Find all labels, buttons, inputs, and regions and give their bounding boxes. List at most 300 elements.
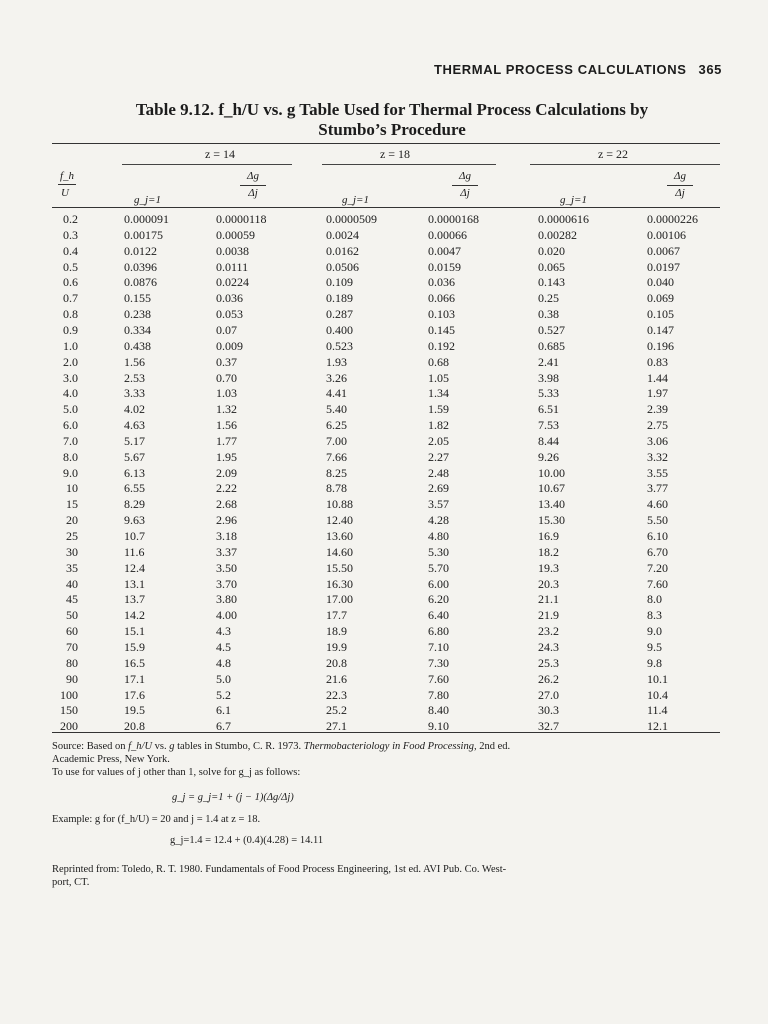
table-cell: 10.4: [647, 687, 668, 702]
table-cell: 5.30: [428, 544, 449, 559]
table-cell: 11.4: [647, 703, 668, 718]
col-dg-num-z18: Δg: [459, 170, 471, 182]
row-fhu-value: 2.0: [63, 354, 78, 369]
col-fh-denominator: U: [61, 187, 69, 199]
table-cell: 19.3: [538, 560, 559, 575]
table-cell: 8.3: [647, 608, 662, 623]
table-cell: 9.10: [428, 719, 449, 734]
table-title-line2: Stumbo’s Procedure: [318, 120, 466, 139]
table-cell: 10.88: [326, 497, 353, 512]
table-cell: 3.06: [647, 433, 668, 448]
table-cell: 14.60: [326, 544, 353, 559]
table-cell: 0.189: [326, 291, 353, 306]
table-cell: 4.8: [216, 655, 231, 670]
col-dg-num-z14: Δg: [247, 170, 259, 182]
table-cell: 27.1: [326, 719, 347, 734]
table-cell: 1.97: [647, 386, 668, 401]
table-cell: 0.0506: [326, 259, 359, 274]
table-cell: 6.1: [216, 703, 231, 718]
table-cell: 0.147: [647, 322, 674, 337]
table-cell: 0.0000168: [428, 212, 479, 226]
table-cell: 8.44: [538, 433, 559, 448]
table-cell: 6.55: [124, 481, 145, 496]
table-top-rule: [52, 143, 720, 144]
table-cell: 4.60: [647, 497, 668, 512]
table-cell: 9.0: [647, 624, 662, 639]
table-cell: 3.55: [647, 465, 668, 480]
table-cell: 0.0159: [428, 259, 461, 274]
table-cell: 5.0: [216, 671, 231, 686]
row-fhu-value: 10: [66, 481, 78, 496]
table-cell: 9.8: [647, 655, 662, 670]
table-cell: 0.0197: [647, 259, 680, 274]
table-cell: 0.438: [124, 338, 151, 353]
table-cell: 10.7: [124, 529, 145, 543]
table-cell: 3.32: [647, 449, 668, 464]
table-cell: 4.00: [216, 608, 237, 623]
table-cell: 7.20: [647, 560, 668, 575]
table-cell: 13.7: [124, 592, 145, 607]
table-cell: 0.103: [428, 307, 455, 322]
table-cell: 9.5: [647, 639, 662, 654]
table-cell: 21.9: [538, 608, 559, 623]
table-cell: 0.685: [538, 338, 565, 353]
table-cell: 6.40: [428, 608, 449, 623]
col-dg-num-z22: Δg: [674, 170, 686, 182]
table-cell: 0.238: [124, 307, 151, 322]
table-cell: 6.7: [216, 719, 231, 734]
row-fhu-value: 0.5: [63, 259, 78, 274]
table-cell: 1.56: [124, 354, 145, 369]
table-cell: 0.0000118: [216, 212, 267, 226]
table-cell: 1.56: [216, 418, 237, 433]
group-rule-z18: [322, 164, 496, 165]
table-cell: 0.00175: [124, 227, 163, 242]
source-note: [52, 740, 724, 779]
row-fhu-value: 7.0: [63, 433, 78, 448]
row-fhu-value: 0.8: [63, 307, 78, 322]
source-edition: 2nd ed.: [479, 741, 511, 752]
table-row: [0, 244, 768, 259]
table-cell: 5.70: [428, 560, 449, 575]
table-cell: 0.0111: [216, 259, 249, 274]
table-cell: 0.287: [326, 307, 353, 322]
table-cell: 9.26: [538, 449, 559, 464]
col-dg-bar-z22: [667, 185, 693, 186]
table-cell: 2.96: [216, 513, 237, 528]
table-cell: 8.25: [326, 465, 347, 480]
row-fhu-value: 150: [60, 703, 78, 718]
table-cell: 4.02: [124, 402, 145, 417]
table-cell: 3.57: [428, 497, 449, 512]
table-cell: 3.33: [124, 386, 145, 401]
group-rule-z14: [122, 164, 292, 165]
reprint-line1: Reprinted from: Toledo, R. T. 1980. Fundamentals of Food Process Engineering, 1st ed. AVI Pub. Co. West-: [52, 864, 507, 875]
table-cell: 0.334: [124, 322, 151, 337]
table-cell: 25.3: [538, 655, 559, 670]
table-cell: 0.040: [647, 275, 674, 290]
table-cell: 13.1: [124, 576, 145, 591]
table-cell: 0.0000616: [538, 212, 589, 226]
table-cell: 3.70: [216, 576, 237, 591]
table-cell: 15.50: [326, 560, 353, 575]
row-fhu-value: 20: [66, 513, 78, 528]
table-cell: 16.5: [124, 655, 145, 670]
example-line: Example: g for (f_h/U) = 20 and j = 1.4 at z = 18.: [52, 814, 261, 825]
table-cell: 6.20: [428, 592, 449, 607]
table-cell: 0.0224: [216, 275, 249, 290]
table-cell: 0.069: [647, 291, 674, 306]
table-cell: 2.75: [647, 418, 668, 433]
table-row: [0, 688, 768, 703]
row-fhu-value: 0.4: [63, 243, 78, 258]
table-cell: 0.0067: [647, 243, 680, 258]
table-cell: 7.30: [428, 655, 449, 670]
row-fhu-value: 1.0: [63, 338, 78, 353]
example-calculation: g_j=1.4 = 12.4 + (0.4)(4.28) = 14.11: [170, 835, 324, 846]
table-row: [0, 545, 768, 560]
table-cell: 1.82: [428, 418, 449, 433]
table-cell: 10.67: [538, 481, 565, 496]
group-rule-z22: [530, 164, 720, 165]
row-fhu-value: 15: [66, 497, 78, 512]
table-cell: 3.18: [216, 529, 237, 543]
table-cell: 6.70: [647, 544, 668, 559]
source-publisher: Academic Press, New York.: [52, 754, 170, 765]
table-row: [0, 339, 768, 354]
table-cell: 18.2: [538, 544, 559, 559]
table-row: [0, 640, 768, 655]
usage-instruction: To use for values of j other than 1, solve for g_j as follows:: [52, 767, 301, 778]
table-header-rule: [52, 207, 720, 208]
col-fh-numerator: f_h: [60, 170, 75, 182]
table-cell: 0.065: [538, 259, 565, 274]
table-cell: 19.5: [124, 703, 145, 718]
table-row: [0, 355, 768, 370]
table-cell: 12.4: [124, 560, 145, 575]
table-row: [0, 418, 768, 433]
running-head: [434, 62, 722, 77]
formula: g_j = g_j=1 + (j − 1)(Δg/Δj): [172, 792, 294, 803]
row-fhu-value: 25: [66, 529, 78, 543]
table-cell: 15.30: [538, 513, 565, 528]
table-cell: 7.66: [326, 449, 347, 464]
table-cell: 0.00059: [216, 227, 255, 242]
table-cell: 2.69: [428, 481, 449, 496]
table-cell: 0.053: [216, 307, 243, 322]
table-cell: 1.03: [216, 386, 237, 401]
group-header-z14: z = 14: [204, 147, 236, 161]
table-cell: 0.036: [216, 291, 243, 306]
table-cell: 8.78: [326, 481, 347, 496]
table-cell: 0.105: [647, 307, 674, 322]
col-dg-den-z22: Δj: [675, 187, 685, 199]
col-dg-bar-z14: [240, 185, 266, 186]
table-cell: 22.3: [326, 687, 347, 702]
table-cell: 15.1: [124, 624, 145, 639]
table-cell: 1.44: [647, 370, 668, 385]
row-fhu-value: 50: [66, 608, 78, 623]
table-cell: 2.09: [216, 465, 237, 480]
col-dg-den-z14: Δj: [248, 187, 258, 199]
table-cell: 3.98: [538, 370, 559, 385]
table-cell: 21.6: [326, 671, 347, 686]
table-cell: 0.196: [647, 338, 674, 353]
table-cell: 15.9: [124, 639, 145, 654]
table-cell: 0.0162: [326, 243, 359, 258]
table-cell: 7.80: [428, 687, 449, 702]
table-cell: 1.77: [216, 433, 237, 448]
row-fhu-value: 3.0: [63, 370, 78, 385]
table-cell: 3.37: [216, 544, 237, 559]
table-cell: 5.40: [326, 402, 347, 417]
table-cell: 3.80: [216, 592, 237, 607]
table-cell: 0.0000509: [326, 212, 377, 226]
table-title-line1: Table 9.12. f_h/U vs. g Table Used for Thermal Process Calculations by: [135, 100, 649, 119]
table-cell: 0.0396: [124, 259, 157, 274]
table-cell: 17.00: [326, 592, 353, 607]
table-row: [0, 371, 768, 386]
group-header-z22: z = 22: [597, 147, 629, 161]
row-fhu-value: 80: [66, 655, 78, 670]
table-cell: 6.51: [538, 402, 559, 417]
table-cell: 0.0038: [216, 243, 249, 258]
row-fhu-value: 0.3: [63, 227, 78, 242]
table-cell: 27.0: [538, 687, 559, 702]
col-g-z14: g_j=1: [134, 194, 161, 206]
table-cell: 1.93: [326, 354, 347, 369]
table-cell: 8.0: [647, 592, 662, 607]
table-cell: 24.3: [538, 639, 559, 654]
table-cell: 17.1: [124, 671, 145, 686]
table-cell: 0.25: [538, 291, 559, 306]
row-fhu-value: 6.0: [63, 418, 78, 433]
table-cell: 5.2: [216, 687, 231, 702]
table-cell: 6.00: [428, 576, 449, 591]
table-cell: 2.39: [647, 402, 668, 417]
table-cell: 12.1: [647, 719, 668, 734]
table-cell: 4.63: [124, 418, 145, 433]
table-cell: 2.41: [538, 354, 559, 369]
table-row: [0, 592, 768, 607]
table-cell: 0.036: [428, 275, 455, 290]
table-cell: 6.13: [124, 465, 145, 480]
table-cell: 0.523: [326, 338, 353, 353]
table-cell: 6.80: [428, 624, 449, 639]
table-cell: 1.05: [428, 370, 449, 385]
table-cell: 0.07: [216, 322, 237, 337]
table-cell: 2.05: [428, 433, 449, 448]
table-cell: 20.8: [124, 719, 145, 734]
col-g-z18: g_j=1: [342, 194, 369, 206]
row-fhu-value: 45: [66, 592, 78, 607]
table-cell: 0.0876: [124, 275, 157, 290]
col-g-z22: g_j=1: [560, 194, 587, 206]
table-row: [0, 291, 768, 306]
table-cell: 18.9: [326, 624, 347, 639]
table-row: [0, 307, 768, 322]
table-cell: 0.0122: [124, 243, 157, 258]
row-fhu-value: 0.2: [63, 212, 78, 226]
table-cell: 2.48: [428, 465, 449, 480]
row-fhu-value: 30: [66, 544, 78, 559]
table-cell: 3.26: [326, 370, 347, 385]
group-header-z18: z = 18: [379, 147, 411, 161]
table-cell: 16.30: [326, 576, 353, 591]
table-row: [0, 529, 768, 544]
table-row: [0, 212, 768, 227]
table-cell: 5.50: [647, 513, 668, 528]
table-cell: 2.53: [124, 370, 145, 385]
table-cell: 19.9: [326, 639, 347, 654]
table-cell: 0.009: [216, 338, 243, 353]
running-title: THERMAL PROCESS CALCULATIONS: [434, 62, 687, 77]
table-cell: 0.68: [428, 354, 449, 369]
table-cell: 0.00282: [538, 227, 577, 242]
table-cell: 6.10: [647, 529, 668, 543]
table-row: [0, 608, 768, 623]
col-dg-bar-z18: [452, 185, 478, 186]
table-row: [0, 466, 768, 481]
table-cell: 17.6: [124, 687, 145, 702]
table-row: [0, 386, 768, 401]
table-cell: 13.60: [326, 529, 353, 543]
row-fhu-value: 5.0: [63, 402, 78, 417]
table-row: [0, 323, 768, 338]
table-cell: 0.00066: [428, 227, 467, 242]
table-cell: 0.38: [538, 307, 559, 322]
table-cell: 3.50: [216, 560, 237, 575]
table-cell: 9.63: [124, 513, 145, 528]
table-cell: 0.192: [428, 338, 455, 353]
table-cell: 0.145: [428, 322, 455, 337]
table-cell: 20.8: [326, 655, 347, 670]
table-cell: 7.60: [428, 671, 449, 686]
table-cell: 25.2: [326, 703, 347, 718]
table-cell: 12.40: [326, 513, 353, 528]
table-row: [0, 260, 768, 275]
source-book-title: Thermobacteriology in Food Processing,: [303, 741, 477, 752]
table-cell: 1.34: [428, 386, 449, 401]
page-number: 365: [698, 62, 722, 77]
row-fhu-value: 9.0: [63, 465, 78, 480]
table-row: [0, 656, 768, 671]
table-cell: 2.27: [428, 449, 449, 464]
table-cell: 0.0024: [326, 227, 359, 242]
table-cell: 0.400: [326, 322, 353, 337]
row-fhu-value: 8.0: [63, 449, 78, 464]
table-cell: 10.1: [647, 671, 668, 686]
table-cell: 4.3: [216, 624, 231, 639]
table-cell: 26.2: [538, 671, 559, 686]
row-fhu-value: 200: [60, 719, 78, 734]
table-cell: 7.10: [428, 639, 449, 654]
table-cell: 0.70: [216, 370, 237, 385]
table-bottom-rule: [52, 732, 720, 733]
table-cell: 1.95: [216, 449, 237, 464]
table-cell: 0.155: [124, 291, 151, 306]
table-cell: 0.527: [538, 322, 565, 337]
row-fhu-value: 0.6: [63, 275, 78, 290]
table-cell: 0.020: [538, 243, 565, 258]
table-cell: 0.37: [216, 354, 237, 369]
table-cell: 23.2: [538, 624, 559, 639]
table-cell: 8.29: [124, 497, 145, 512]
row-fhu-value: 4.0: [63, 386, 78, 401]
table-row: [0, 450, 768, 465]
source-text-g: g: [169, 741, 175, 752]
table-cell: 16.9: [538, 529, 559, 543]
table-cell: 14.2: [124, 608, 145, 623]
table-cell: 0.109: [326, 275, 353, 290]
table-cell: 0.0047: [428, 243, 461, 258]
table-cell: 0.0000226: [647, 212, 698, 226]
table-row: [0, 228, 768, 243]
table-row: [0, 624, 768, 639]
table-cell: 0.83: [647, 354, 668, 369]
table-cell: 0.066: [428, 291, 455, 306]
table-row: [0, 402, 768, 417]
table-cell: 4.5: [216, 639, 231, 654]
table-cell: 7.00: [326, 433, 347, 448]
table-cell: 11.6: [124, 544, 145, 559]
table-row: [0, 672, 768, 687]
table-cell: 4.28: [428, 513, 449, 528]
row-fhu-value: 0.9: [63, 322, 78, 337]
table-cell: 0.143: [538, 275, 565, 290]
table-cell: 13.40: [538, 497, 565, 512]
table-cell: 2.22: [216, 481, 237, 496]
table-cell: 7.53: [538, 418, 559, 433]
row-fhu-value: 40: [66, 576, 78, 591]
row-fhu-value: 100: [60, 687, 78, 702]
table-row: [0, 703, 768, 718]
table-row: [0, 577, 768, 592]
table-row: [0, 275, 768, 290]
row-fhu-value: 60: [66, 624, 78, 639]
col-dg-den-z18: Δj: [460, 187, 470, 199]
table-cell: 21.1: [538, 592, 559, 607]
table-row: [0, 434, 768, 449]
table-title: [62, 100, 722, 140]
source-text: Source: Based on: [52, 741, 126, 752]
row-fhu-value: 0.7: [63, 291, 78, 306]
source-text-fhu: f_h/U: [128, 741, 153, 752]
row-fhu-value: 70: [66, 639, 78, 654]
table-cell: 3.77: [647, 481, 668, 496]
table-cell: 0.000091: [124, 212, 169, 226]
table-cell: 2.68: [216, 497, 237, 512]
table-cell: 8.40: [428, 703, 449, 718]
table-row: [0, 481, 768, 496]
col-fh-fraction-bar: [58, 184, 76, 185]
source-text-vs: vs.: [154, 741, 167, 752]
row-fhu-value: 90: [66, 671, 78, 686]
row-fhu-value: 35: [66, 560, 78, 575]
table-row: [0, 561, 768, 576]
table-cell: 5.67: [124, 449, 145, 464]
table-cell: 4.41: [326, 386, 347, 401]
table-row: [0, 497, 768, 512]
table-cell: 5.33: [538, 386, 559, 401]
table-cell: 7.60: [647, 576, 668, 591]
table-cell: 10.00: [538, 465, 565, 480]
reprint-line2: port, CT.: [52, 877, 90, 888]
table-cell: 32.7: [538, 719, 559, 734]
table-row: [0, 513, 768, 528]
table-cell: 30.3: [538, 703, 559, 718]
table-cell: 4.80: [428, 529, 449, 543]
